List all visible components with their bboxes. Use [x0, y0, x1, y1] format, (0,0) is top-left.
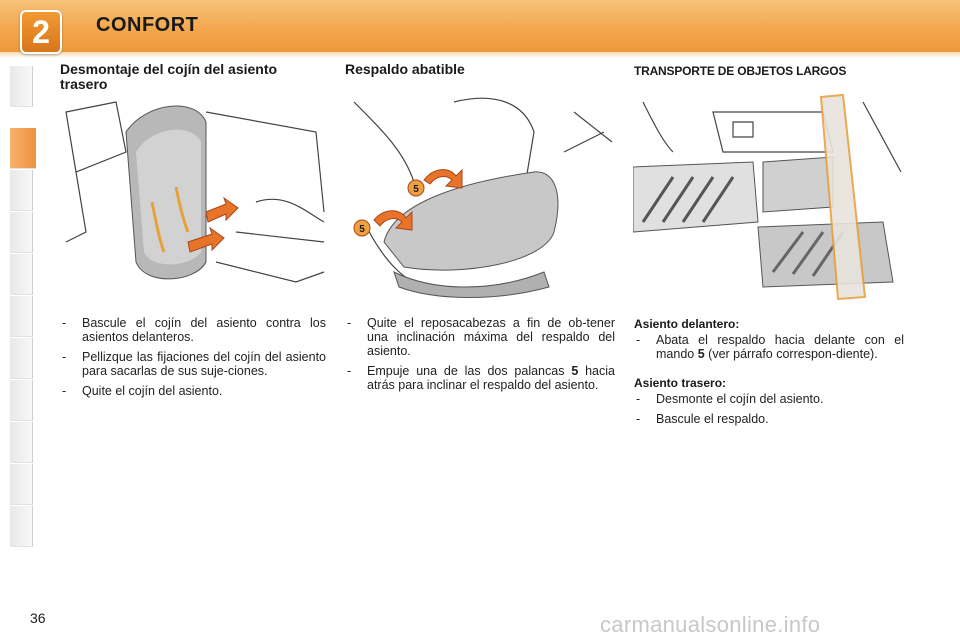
step-item: - Desmonte el cojín del asiento.: [634, 392, 904, 406]
chapter-tab-3[interactable]: [10, 170, 33, 211]
chapter-number-badge: 2: [20, 10, 62, 54]
folding-backrest-illustration: [344, 92, 616, 300]
step-text-prefix: Empuje una de las dos palancas: [367, 364, 565, 378]
header-fade: [0, 52, 960, 58]
chapter-tab-7[interactable]: [10, 338, 33, 379]
lever-label-5-lower: 5: [359, 224, 365, 235]
chapter-tab-9[interactable]: [10, 422, 33, 463]
chapter-tab-8[interactable]: [10, 380, 33, 421]
step-text-suffix: (ver párrafo correspon-diente).: [708, 347, 878, 361]
cushion-removal-steps: [60, 316, 326, 404]
step-item: - Bascule el cojín del asiento contra los asientos delanteros.: [60, 316, 326, 344]
front-seat-steps: [634, 333, 904, 367]
section-title-folding-backrest: Respaldo abatible: [345, 61, 465, 77]
chapter-tab-6[interactable]: [10, 296, 33, 337]
watermark: carmanualsonline.info: [600, 612, 821, 637]
page-number: 36: [30, 610, 46, 626]
step-lever-ref: 5: [571, 364, 579, 378]
step-text-prefix: Abata el respaldo hacia delante con el mando: [656, 333, 904, 361]
chapter-tab-10[interactable]: [10, 464, 33, 505]
step-item: - Quite el reposacabezas a fin de ob-tener una inclinación máxima del respaldo del asiento.: [345, 316, 615, 358]
lever-label-5-upper: 5: [413, 184, 419, 195]
step-item: [345, 364, 615, 392]
chapter-tab-2-active[interactable]: [10, 128, 36, 169]
chapter-tab-1[interactable]: [10, 66, 33, 107]
step-item: - Bascule el respaldo.: [634, 412, 904, 426]
chapter-tab-5[interactable]: [10, 254, 33, 295]
step-item: - Pellizque las fijaciones del cojín del asiento para sacarlas de sus suje-ciones.: [60, 350, 326, 378]
cushion-removal-illustration: [56, 92, 328, 300]
step-item: [634, 333, 904, 361]
step-lever-ref: 5: [697, 347, 705, 361]
chapter-tab-11[interactable]: [10, 506, 33, 547]
step-text-suffix: hacia atrás para inclinar el respaldo del asiento.: [367, 364, 615, 392]
chapter-tab-4[interactable]: [10, 212, 33, 253]
chapter-tab-strip: [10, 66, 32, 576]
section-title-long-objects: TRANSPORTE DE OBJETOS LARGOS: [634, 64, 847, 78]
step-item: - Quite el cojín del asiento.: [60, 384, 326, 398]
rear-seat-steps: [634, 392, 904, 432]
folding-backrest-steps: [345, 316, 615, 398]
section-title-cushion-removal: Desmontaje del cojín del asiento trasero: [60, 61, 278, 92]
long-objects-illustration: [633, 92, 905, 300]
front-seat-heading: Asiento delantero:: [634, 317, 740, 331]
chapter-title: CONFORT: [96, 14, 199, 36]
rear-seat-heading: Asiento trasero:: [634, 376, 727, 390]
